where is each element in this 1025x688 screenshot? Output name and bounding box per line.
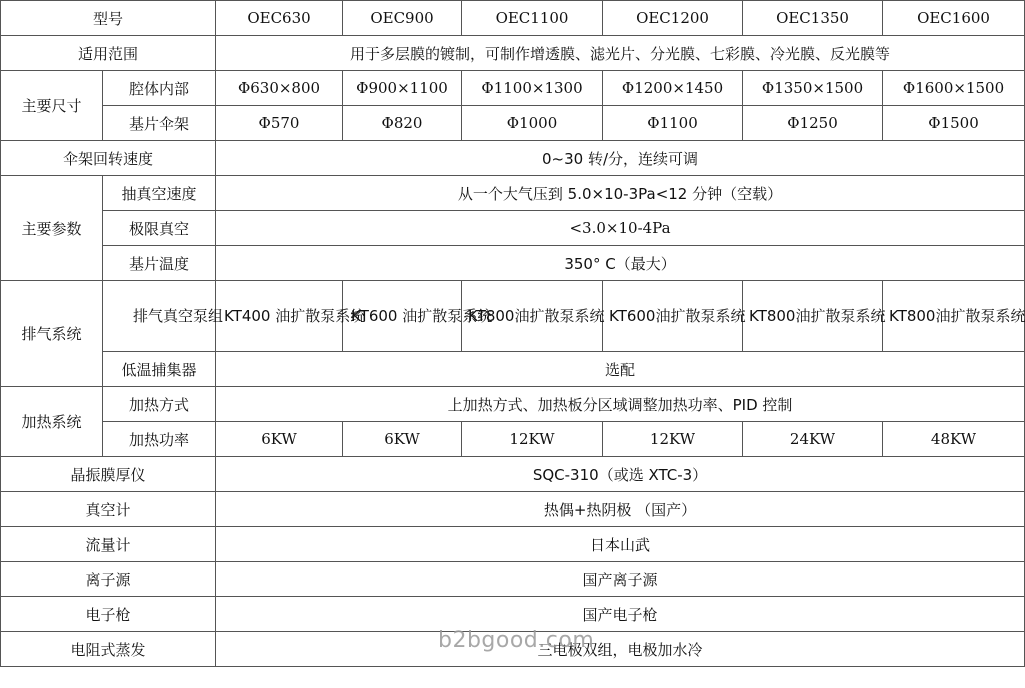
model-cell: OEC1200 — [603, 1, 743, 36]
row-label: 抽真空速度 — [103, 176, 216, 211]
model-header-label: 型号 — [1, 1, 216, 36]
row-value: 从一个大气压到 5.0×10-3Pa<12 分钟（空载） — [216, 176, 1025, 211]
table-row — [1, 562, 1025, 597]
value-cell: Φ570 — [216, 106, 343, 141]
row-label: 适用范围 — [1, 36, 216, 71]
row-value: 350° C（最大） — [216, 246, 1025, 281]
row-value: 选配 — [216, 352, 1025, 387]
watermark: b2bgood.com — [438, 628, 595, 653]
table-row — [1, 352, 1025, 387]
row-value: 三电极双组，电极加水冷 — [216, 632, 1025, 667]
row-label: 排气真空泵组 — [103, 281, 216, 352]
row-label: 极限真空 — [103, 211, 216, 246]
value-cell: KT400 油扩散泵系统 — [216, 281, 343, 352]
table-row — [1, 71, 1025, 106]
value-cell: Φ1100 — [603, 106, 743, 141]
row-value: 用于多层膜的镀制，可制作增透膜、滤光片、分光膜、七彩膜、冷光膜、反光膜等 — [216, 36, 1025, 71]
table-row — [1, 597, 1025, 632]
table-row — [1, 527, 1025, 562]
row-label: 低温捕集器 — [103, 352, 216, 387]
row-label: 离子源 — [1, 562, 216, 597]
header-row — [1, 1, 1025, 36]
value-cell: 12KW — [603, 422, 743, 457]
value-cell: 6KW — [343, 422, 462, 457]
value-cell: Φ900×1100 — [343, 71, 462, 106]
table-row — [1, 457, 1025, 492]
row-label: 加热功率 — [103, 422, 216, 457]
value-cell: KT800油扩散泵系统 — [462, 281, 603, 352]
value-cell: Φ1350×1500 — [743, 71, 883, 106]
row-value: 热偶+热阴极 （国产） — [216, 492, 1025, 527]
row-label: 基片温度 — [103, 246, 216, 281]
table-row — [1, 176, 1025, 211]
row-value: 国产离子源 — [216, 562, 1025, 597]
row-label: 流量计 — [1, 527, 216, 562]
row-value: 日本山武 — [216, 527, 1025, 562]
row-value: 0~30 转/分，连续可调 — [216, 141, 1025, 176]
model-cell: OEC1600 — [883, 1, 1025, 36]
value-cell: Φ1500 — [883, 106, 1025, 141]
row-label: 伞架回转速度 — [1, 141, 216, 176]
row-label: 加热方式 — [103, 387, 216, 422]
row-label: 真空计 — [1, 492, 216, 527]
row-value: 国产电子枪 — [216, 597, 1025, 632]
table-row — [1, 632, 1025, 667]
value-cell: 12KW — [462, 422, 603, 457]
value-cell: Φ1200×1450 — [603, 71, 743, 106]
value-cell: Φ820 — [343, 106, 462, 141]
table-row — [1, 246, 1025, 281]
value-cell: Φ630×800 — [216, 71, 343, 106]
value-cell: Φ1600×1500 — [883, 71, 1025, 106]
table-row — [1, 141, 1025, 176]
row-value: 上加热方式、加热板分区域调整加热功率、PID 控制 — [216, 387, 1025, 422]
table-row — [1, 211, 1025, 246]
value-cell: KT800油扩散泵系统 — [883, 281, 1025, 352]
model-cell: OEC900 — [343, 1, 462, 36]
row-value: SQC-310（或选 XTC-3） — [216, 457, 1025, 492]
group-label: 加热系统 — [1, 387, 103, 457]
value-cell: 48KW — [883, 422, 1025, 457]
group-label: 主要尺寸 — [1, 71, 103, 141]
table-row — [1, 36, 1025, 71]
table-row — [1, 387, 1025, 422]
row-value: <3.0×10-4Pa — [216, 211, 1025, 246]
table-row — [1, 106, 1025, 141]
group-label: 排气系统 — [1, 281, 103, 387]
table-row — [1, 492, 1025, 527]
model-cell: OEC1350 — [743, 1, 883, 36]
value-cell: 6KW — [216, 422, 343, 457]
value-cell: KT600 油扩散泵系统 — [343, 281, 462, 352]
value-cell: Φ1100×1300 — [462, 71, 603, 106]
row-label: 腔体内部 — [103, 71, 216, 106]
value-cell: KT600油扩散泵系统 — [603, 281, 743, 352]
value-cell: Φ1000 — [462, 106, 603, 141]
value-cell: Φ1250 — [743, 106, 883, 141]
group-label: 主要参数 — [1, 176, 103, 281]
table-row — [1, 281, 1025, 352]
model-cell: OEC630 — [216, 1, 343, 36]
value-cell: 24KW — [743, 422, 883, 457]
row-label: 基片伞架 — [103, 106, 216, 141]
table-row — [1, 422, 1025, 457]
row-label: 电子枪 — [1, 597, 216, 632]
value-cell: KT800油扩散泵系统 — [743, 281, 883, 352]
row-label: 电阻式蒸发 — [1, 632, 216, 667]
row-label: 晶振膜厚仪 — [1, 457, 216, 492]
model-cell: OEC1100 — [462, 1, 603, 36]
